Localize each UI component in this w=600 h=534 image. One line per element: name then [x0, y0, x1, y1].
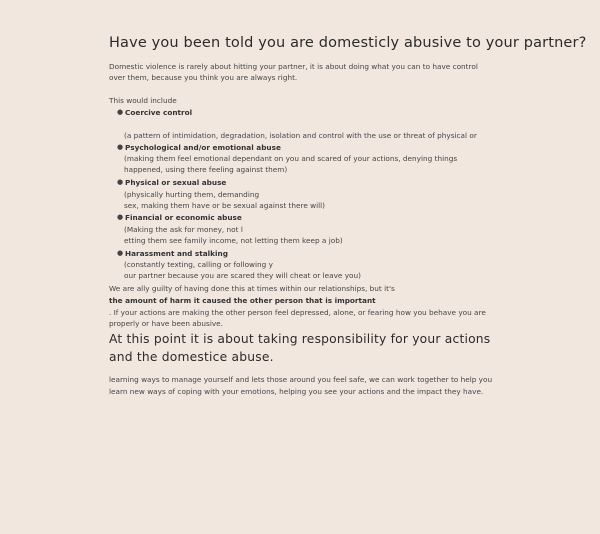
- bullet-icon: ●: [117, 249, 124, 257]
- depressed-text-continued: properly or have been abusive.: [109, 319, 223, 328]
- responsibility-heading: At this point it is about taking responsibility for your actions: [109, 332, 491, 346]
- list-item-description: (a pattern of intimidation, degradation, isolation and control with the use or threat of physical or: [124, 131, 477, 140]
- list-item-description: (Making the ask for money, not l: [124, 225, 243, 234]
- guilty-text: We are ally guilty of having done this at times within our relationships, but it's: [109, 284, 395, 293]
- list-item-description: (constantly texting, calling or following y: [124, 260, 273, 269]
- bullet-icon: ●: [117, 108, 124, 116]
- bullet-icon: ●: [117, 143, 124, 151]
- page-title: Have you been told you are domesticly abusive to your partner?: [109, 35, 587, 51]
- list-item-label: Psychological and/or emotional abuse: [125, 143, 281, 152]
- list-item-label: Harassment and stalking: [125, 249, 228, 258]
- list-item-label: Physical or sexual abuse: [125, 178, 227, 187]
- list-item-label: Financial or economic abuse: [125, 213, 242, 222]
- list-item-description: our partner because you are scared they will cheat or leave you): [124, 271, 361, 280]
- intro-paragraph: Domestic violence is rarely about hitting your partner, it is about doing what you can to have control over them, because you think you are always right.: [109, 62, 478, 82]
- depressed-text: . If your actions are making the other person feel depressed, alone, or fearing how you behave you are: [109, 308, 486, 317]
- list-item-description: etting them see family income, not letting them keep a job): [124, 236, 343, 245]
- bullet-icon: ●: [117, 213, 124, 221]
- list-item-description: sex, making them have or be sexual against there will): [124, 201, 326, 210]
- bullet-icon: ●: [117, 178, 124, 186]
- list-item-description: happened, using there feeling against them): [124, 165, 288, 174]
- list-item-description: (physically hurting them, demanding: [124, 190, 260, 199]
- includes-label: This would include: [109, 96, 177, 105]
- closing-paragraph: learning ways to manage yourself and lets those around you feel safe, we can work together to help you learn new ways of coping with your emotions, helping you see your actions and the impact they have.: [109, 375, 493, 396]
- responsibility-heading-continued: and the domestice abuse.: [109, 350, 274, 364]
- harm-text: the amount of harm it caused the other person that is important: [109, 296, 376, 305]
- list-item-label: Coercive control: [125, 108, 193, 117]
- list-item-description: (making them feel emotional dependant on you and scared of your actions, denying things: [124, 154, 458, 163]
